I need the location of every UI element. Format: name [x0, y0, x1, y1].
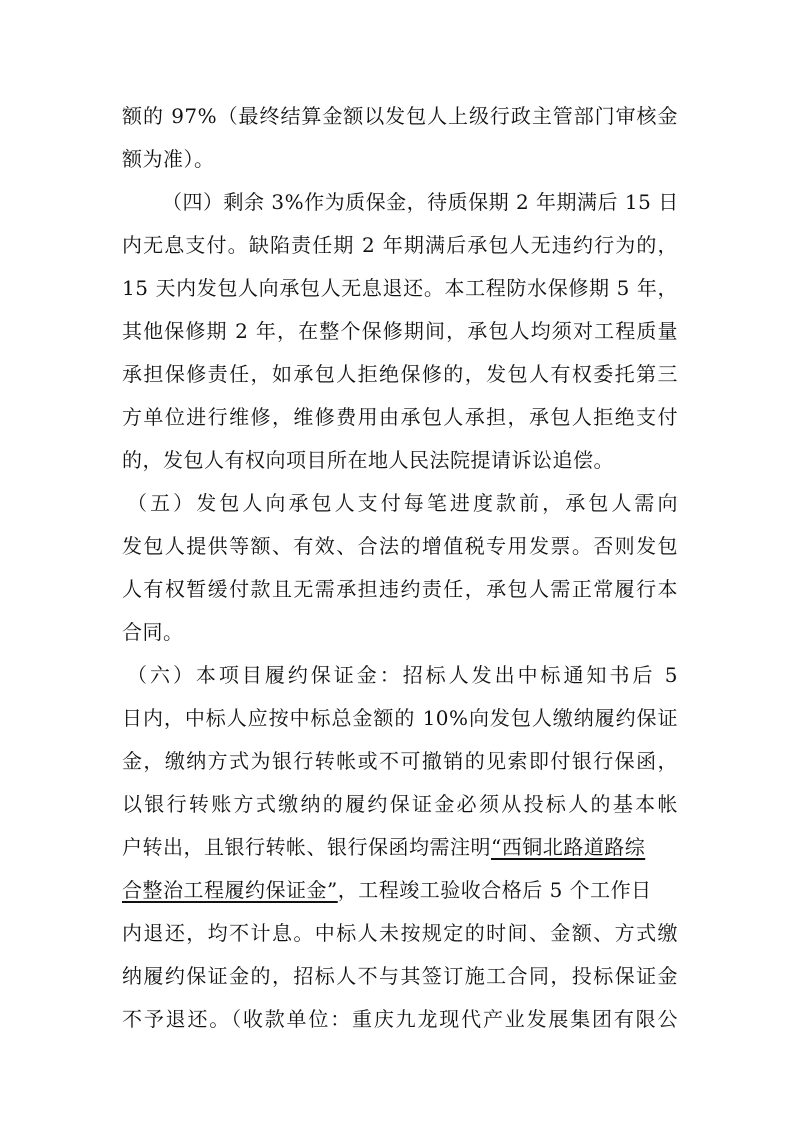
paragraph-5-line-1: （五）发包人向承包人支付每笔进度款前，承包人需向	[127, 491, 678, 515]
text-line-1: 额的 97%（最终结算金额以发包人上级行政主管部门审核金	[122, 104, 678, 128]
paragraph-4-line-2: 内无息支付。缺陷责任期 2 年期满后承包人无违约行为的，	[122, 233, 678, 257]
paragraph-4-line-7: 的，发包人有权向项目所在地人民法院提请诉讼追偿。	[122, 448, 614, 472]
paragraph-6-line-7: 内退还，均不计息。中标人未按规定的时间、金额、方式缴	[122, 921, 678, 945]
paragraph-6-line-2: 日内，中标人应按中标总金额的 10%向发包人缴纳履约保证	[122, 706, 678, 730]
paragraph-4-line-3: 15 天内发包人向承包人无息退还。本工程防水保修期 5 年，	[122, 276, 678, 300]
text-line-2: 额为准）。	[122, 147, 215, 171]
paragraph-5-line-3: 人有权暂缓付款且无需承担违约责任，承包人需正常履行本	[122, 577, 678, 601]
paragraph-5-line-4: 合同。	[122, 620, 184, 644]
paragraph-4-line-4: 其他保修期 2 年，在整个保修期间，承包人均须对工程质量	[122, 319, 678, 343]
paragraph-6-line-1: （六）本项目履约保证金：招标人发出中标通知书后 5	[127, 663, 678, 687]
underlined-project-name-part-1: “西铜北路道路综	[491, 835, 646, 859]
paragraph-6-line-6-text: ，工程竣工验收合格后 5 个工作日	[337, 878, 652, 902]
paragraph-6-line-3: 金，缴纳方式为银行转帐或不可撤销的见索即付银行保函，	[122, 749, 678, 773]
paragraph-6-line-4: 以银行转账方式缴纳的履约保证金必须从投标人的基本帐	[122, 792, 678, 816]
paragraph-6-line-6	[122, 870, 678, 910]
paragraph-4-line-6: 方单位进行维修，维修费用由承包人承担，承包人拒绝支付	[122, 405, 678, 429]
paragraph-6-line-5-text: 户转出，且银行转帐、银行保函均需注明	[122, 835, 491, 859]
paragraph-4-line-1: （四）剩余 3%作为质保金，待质保期 2 年期满后 15 日	[162, 190, 679, 214]
underlined-project-name-part-2: 合整治工程履约保证金”	[122, 878, 338, 902]
paragraph-6-line-5	[122, 827, 678, 867]
paragraph-4-line-5: 承担保修责任，如承包人拒绝保修的，发包人有权委托第三	[122, 362, 678, 386]
paragraph-5-line-2: 发包人提供等额、有效、合法的增值税专用发票。否则发包	[122, 534, 678, 558]
paragraph-6-line-9: 不予退还。（收款单位：重庆九龙现代产业发展集团有限公	[122, 1007, 678, 1031]
paragraph-6-line-8: 纳履约保证金的，招标人不与其签订施工合同，投标保证金	[122, 964, 678, 988]
